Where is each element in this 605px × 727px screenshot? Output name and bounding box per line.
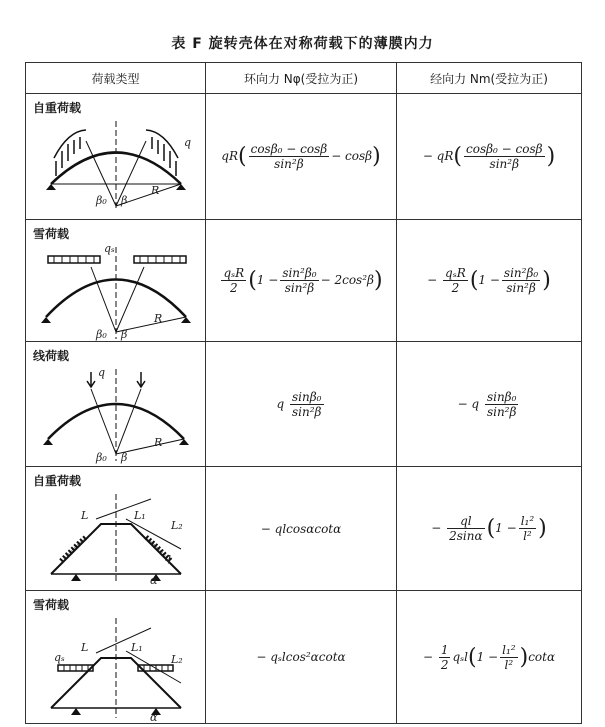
hoop-formula: − qlcosαcotα	[206, 467, 397, 591]
svg-text:q: q	[184, 136, 192, 149]
meridional-formula: − $\frac{\text{qₛR}}{2}$ (1 − $\frac{\text{sin²β₀}}{\text{sin²β}}$ )	[397, 220, 582, 342]
svg-text:L₂: L₂	[171, 653, 183, 666]
svg-text:L₂: L₂	[171, 519, 183, 532]
load-type-label: 自重荷载	[33, 474, 82, 488]
header-load-type: 荷载类型	[26, 63, 206, 94]
svg-text:β: β	[121, 451, 128, 464]
svg-text:β₀: β₀	[96, 328, 107, 341]
table-header-row	[26, 63, 582, 94]
table-row	[26, 342, 582, 467]
load-cell	[26, 467, 206, 591]
meridional-formula: − $\frac{ql}{2\sin\alpha}$ (1 − $\frac{\text{l₁²}}{\text{l²}}$ )	[397, 467, 582, 591]
svg-text:β₀: β₀	[96, 194, 107, 207]
svg-text:qₛ: qₛ	[54, 651, 65, 664]
load-type-label: 雪荷载	[33, 598, 70, 612]
svg-text:q: q	[98, 366, 106, 379]
dome-selfweight-diagram	[26, 116, 206, 216]
dome-snow-diagram	[26, 242, 206, 342]
table-title: 表 F 旋转壳体在对称荷载下的薄膜内力	[171, 36, 434, 52]
svg-text:α: α	[150, 711, 158, 723]
svg-text:β: β	[121, 328, 128, 341]
table-row	[26, 467, 582, 591]
meridional-formula: − qR( $\frac{\text{cosβ₀ − cosβ}}{\text{sin²β}}$ )	[397, 94, 582, 220]
svg-text:R: R	[151, 184, 160, 197]
svg-text:R: R	[154, 312, 163, 325]
table-row	[26, 220, 582, 342]
load-type-label: 雪荷载	[33, 227, 70, 241]
membrane-force-table	[25, 62, 582, 724]
svg-text:β₀: β₀	[96, 451, 107, 464]
meridional-formula: − $\frac{1}{2}$ qₛl(1 − $\frac{\text{l₁²}}{\text{l²}}$ )cotα	[397, 591, 582, 724]
load-cell	[26, 342, 206, 467]
hoop-formula: qR( $\frac{\text{cosβ₀ − cosβ}}{\text{sin²β}}$ − cosβ)	[206, 94, 397, 220]
header-hoop-force: 环向力 Nφ(受拉为正)	[206, 63, 397, 94]
load-type-label: 线荷载	[33, 349, 70, 363]
svg-text:L: L	[81, 641, 89, 654]
svg-text:L₁: L₁	[134, 509, 146, 522]
svg-text:α: α	[150, 574, 158, 587]
load-cell	[26, 220, 206, 342]
hoop-formula: − qₛlcos²αcotα	[206, 591, 397, 724]
svg-text:β: β	[121, 194, 128, 207]
dome-line-load-diagram	[26, 364, 206, 464]
svg-text:L₁: L₁	[131, 641, 143, 654]
meridional-formula: − q $\frac{\text{sinβ₀}}{\text{sin²β}}$	[397, 342, 582, 467]
table-row	[26, 94, 582, 220]
header-meridional-force: 经向力 Nm(受拉为正)	[397, 63, 582, 94]
table-row	[26, 591, 582, 724]
cone-snow-diagram	[26, 613, 206, 723]
cone-selfweight-diagram	[26, 489, 206, 589]
svg-text:qₛ: qₛ	[104, 242, 115, 255]
load-cell	[26, 591, 206, 724]
hoop-formula: $\frac{\text{qₛR}}{2}$ (1 − $\frac{\text{sin²β₀}}{\text{sin²β}}$ − 2cos²β)	[206, 220, 397, 342]
load-cell	[26, 94, 206, 220]
hoop-formula: q $\frac{\text{sinβ₀}}{\text{sin²β}}$	[206, 342, 397, 467]
svg-text:q: q	[164, 551, 172, 564]
svg-text:L: L	[81, 509, 89, 522]
svg-text:R: R	[154, 436, 163, 449]
load-type-label: 自重荷载	[33, 101, 82, 115]
